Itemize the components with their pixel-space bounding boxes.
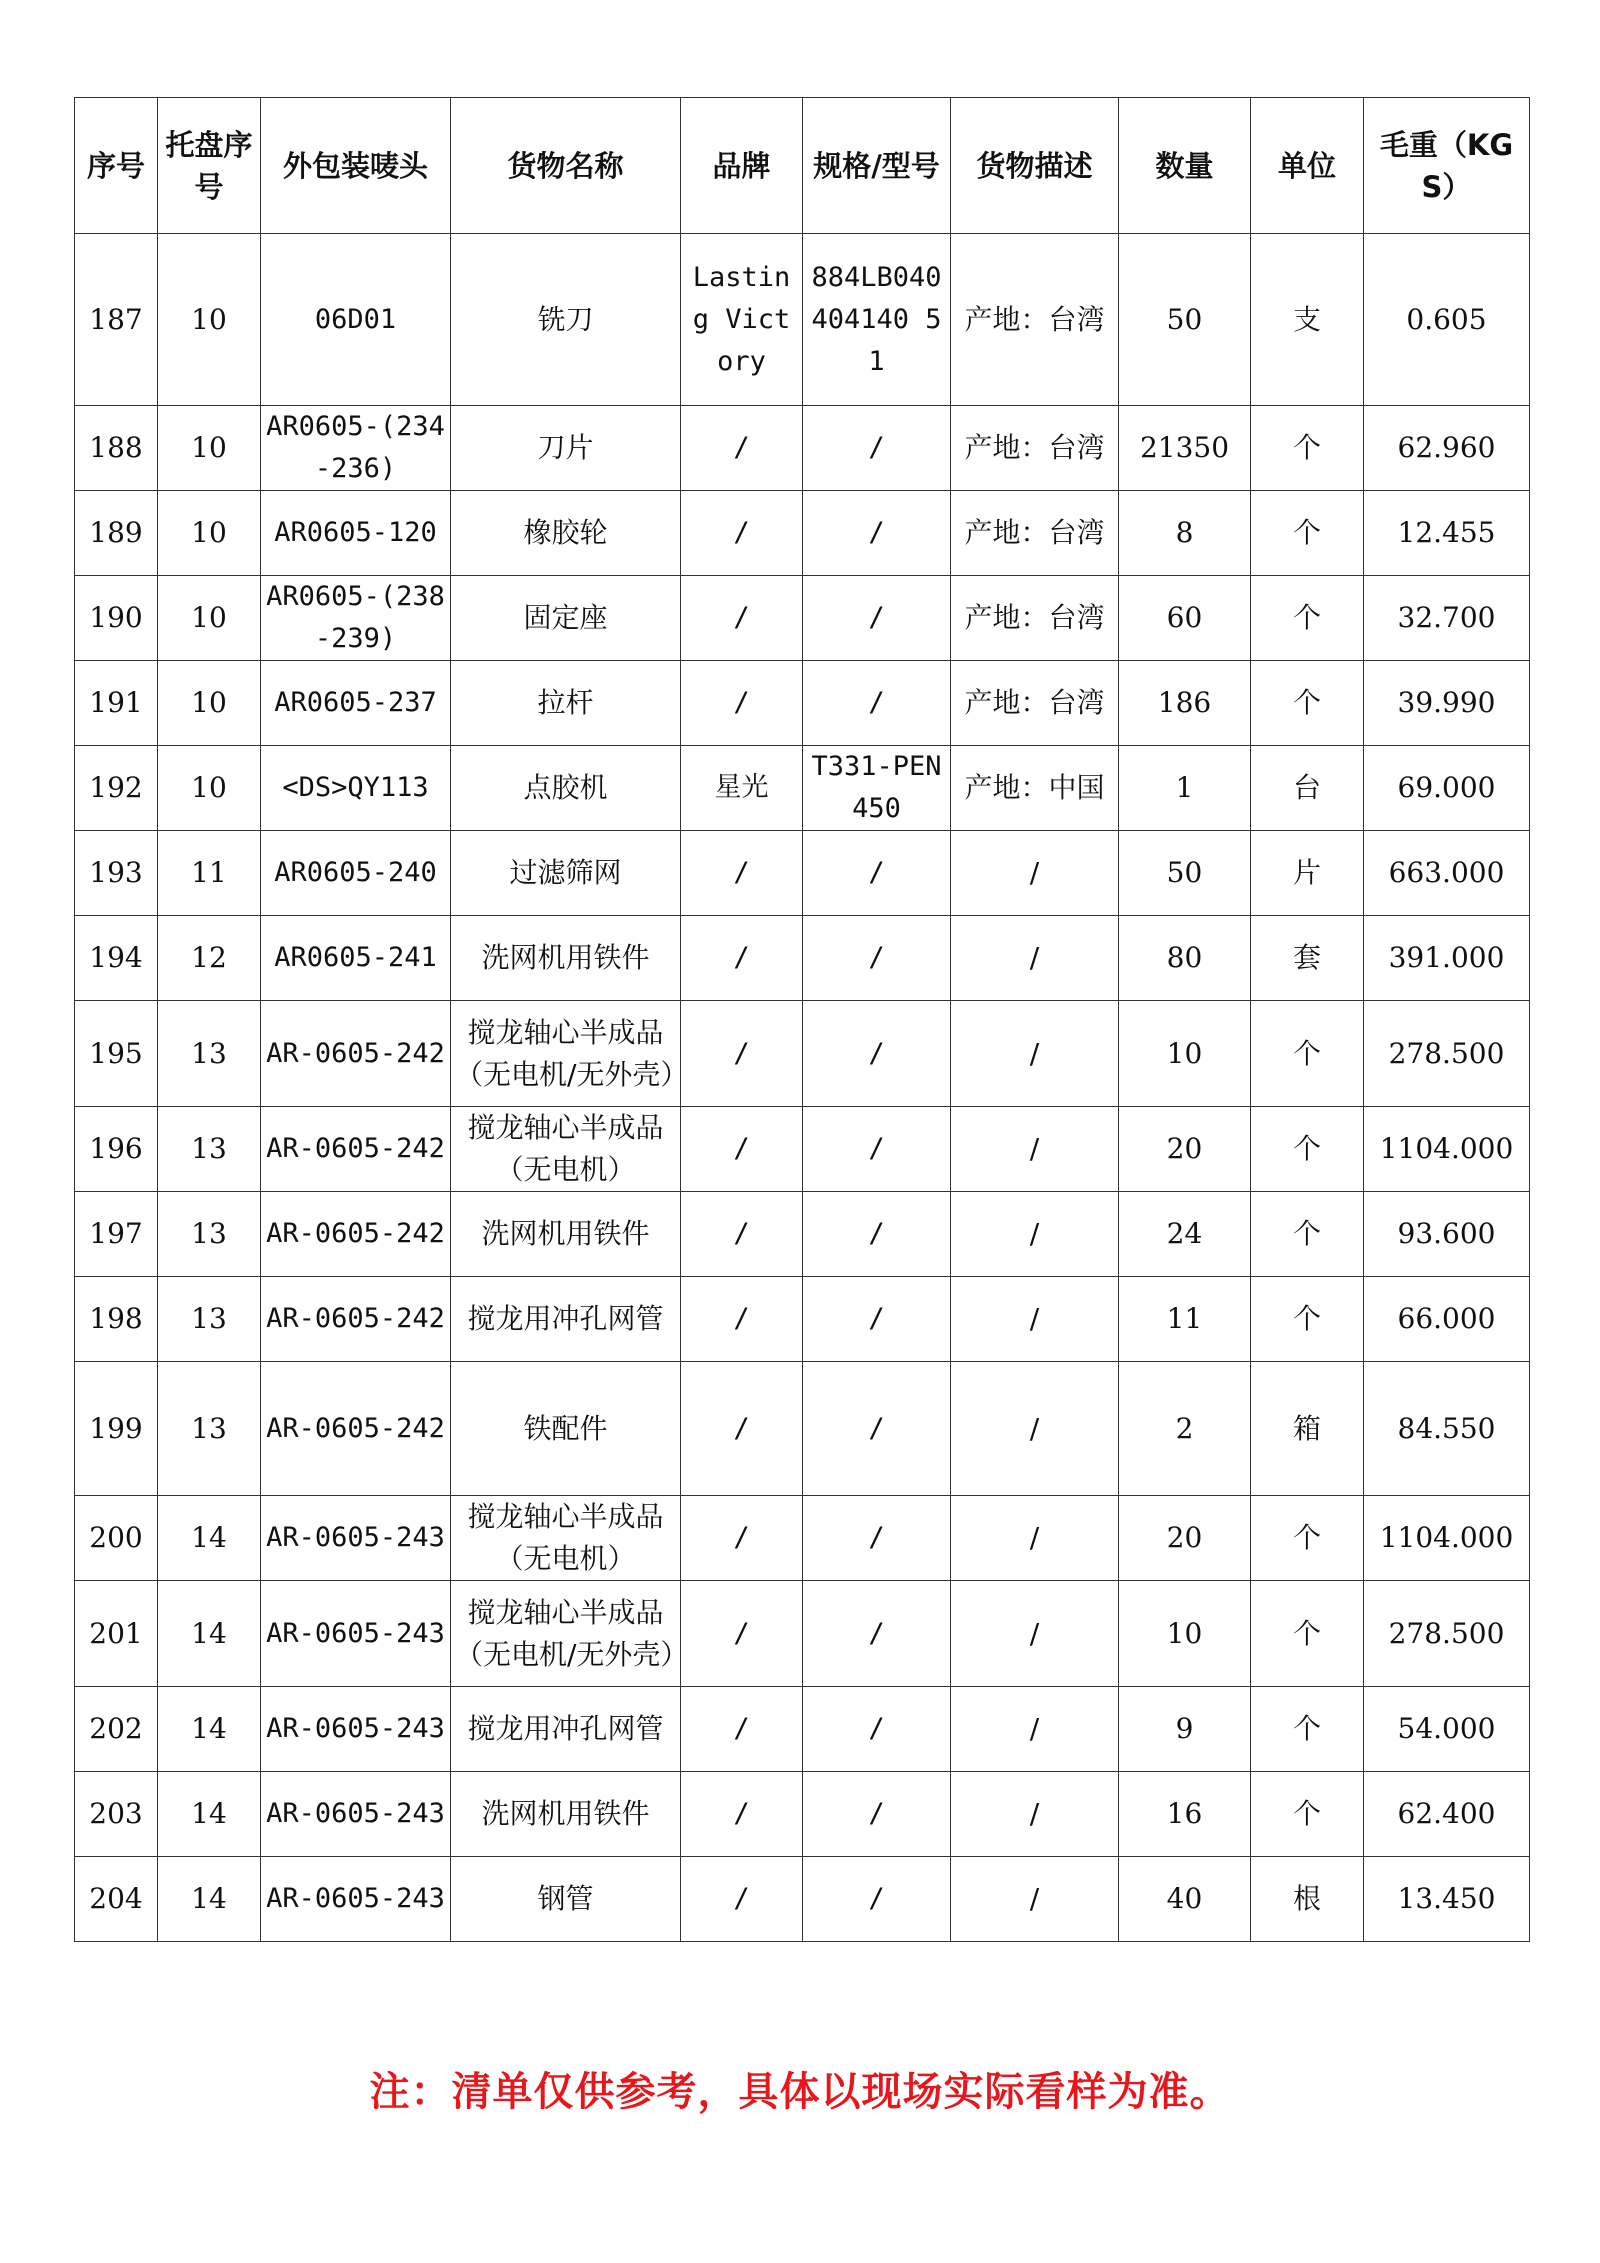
cell-mark: AR-0605-242 [261, 1107, 451, 1192]
cell-spec: / [803, 491, 951, 576]
disclaimer-note: 注：清单仅供参考，具体以现场实际看样为准。 [369, 2069, 1231, 2115]
cell-weight: 13.450 [1364, 1857, 1530, 1942]
cell-name: 搅龙轴心半成品（无电机） [451, 1107, 681, 1192]
cell-brand: / [681, 916, 803, 1001]
cell-qty: 11 [1119, 1277, 1251, 1362]
cell-qty: 24 [1119, 1192, 1251, 1277]
cell-name: 搅龙轴心半成品（无电机/无外壳） [451, 1001, 681, 1107]
cell-spec: / [803, 1277, 951, 1362]
goods-list-table [74, 97, 1530, 1942]
cell-qty: 20 [1119, 1107, 1251, 1192]
cell-name: 点胶机 [451, 746, 681, 831]
cell-desc: 产地：台湾 [951, 661, 1119, 746]
cell-no: 193 [75, 831, 158, 916]
cell-pallet: 10 [158, 234, 261, 406]
cell-pallet: 14 [158, 1772, 261, 1857]
cell-weight: 66.000 [1364, 1277, 1530, 1362]
cell-weight: 62.400 [1364, 1772, 1530, 1857]
cell-unit: 套 [1251, 916, 1364, 1001]
cell-desc: / [951, 1277, 1119, 1362]
table-row [75, 1772, 1530, 1857]
cell-pallet: 13 [158, 1107, 261, 1192]
cell-qty: 80 [1119, 916, 1251, 1001]
cell-mark: AR0605-241 [261, 916, 451, 1001]
cell-pallet: 10 [158, 406, 261, 491]
cell-desc: / [951, 1001, 1119, 1107]
cell-brand: / [681, 1496, 803, 1581]
cell-mark: AR0605-240 [261, 831, 451, 916]
cell-brand: / [681, 1581, 803, 1687]
cell-weight: 12.455 [1364, 491, 1530, 576]
cell-name: 橡胶轮 [451, 491, 681, 576]
cell-no: 190 [75, 576, 158, 661]
cell-desc: / [951, 1496, 1119, 1581]
cell-mark: <DS>QY113 [261, 746, 451, 831]
cell-weight: 0.605 [1364, 234, 1530, 406]
cell-unit: 个 [1251, 1496, 1364, 1581]
cell-pallet: 14 [158, 1687, 261, 1772]
cell-qty: 10 [1119, 1001, 1251, 1107]
cell-name: 过滤筛网 [451, 831, 681, 916]
table-row [75, 234, 1530, 406]
table-row [75, 491, 1530, 576]
cell-desc: / [951, 1857, 1119, 1942]
cell-weight: 32.700 [1364, 576, 1530, 661]
table-row [75, 406, 1530, 491]
cell-brand: / [681, 1687, 803, 1772]
cell-no: 202 [75, 1687, 158, 1772]
cell-desc: / [951, 1192, 1119, 1277]
cell-spec: / [803, 576, 951, 661]
cell-name: 洗网机用铁件 [451, 1192, 681, 1277]
header-cell: 货物描述 [951, 98, 1119, 234]
cell-weight: 84.550 [1364, 1362, 1530, 1496]
cell-name: 铁配件 [451, 1362, 681, 1496]
cell-unit: 个 [1251, 576, 1364, 661]
cell-mark: AR-0605-242 [261, 1192, 451, 1277]
cell-no: 191 [75, 661, 158, 746]
cell-spec: / [803, 1001, 951, 1107]
cell-brand: / [681, 1857, 803, 1942]
table-body [75, 234, 1530, 1942]
cell-pallet: 14 [158, 1496, 261, 1581]
cell-weight: 39.990 [1364, 661, 1530, 746]
cell-spec: / [803, 1687, 951, 1772]
cell-weight: 1104.000 [1364, 1496, 1530, 1581]
cell-unit: 台 [1251, 746, 1364, 831]
cell-brand: / [681, 661, 803, 746]
cell-mark: AR-0605-243 [261, 1581, 451, 1687]
cell-desc: / [951, 1687, 1119, 1772]
cell-brand: / [681, 576, 803, 661]
cell-desc: 产地：中国 [951, 746, 1119, 831]
cell-spec: / [803, 1857, 951, 1942]
cell-weight: 278.500 [1364, 1001, 1530, 1107]
cell-qty: 2 [1119, 1362, 1251, 1496]
cell-desc: 产地：台湾 [951, 406, 1119, 491]
cell-brand: Lasting Victory [681, 234, 803, 406]
cell-name: 固定座 [451, 576, 681, 661]
cell-weight: 62.960 [1364, 406, 1530, 491]
cell-spec: / [803, 661, 951, 746]
cell-no: 192 [75, 746, 158, 831]
cell-mark: AR-0605-242 [261, 1277, 451, 1362]
cell-weight: 54.000 [1364, 1687, 1530, 1772]
cell-weight: 391.000 [1364, 916, 1530, 1001]
cell-mark: AR0605-237 [261, 661, 451, 746]
cell-brand: / [681, 831, 803, 916]
cell-spec: / [803, 1107, 951, 1192]
cell-unit: 个 [1251, 1107, 1364, 1192]
cell-name: 钢管 [451, 1857, 681, 1942]
cell-qty: 50 [1119, 234, 1251, 406]
cell-desc: / [951, 1107, 1119, 1192]
cell-mark: AR-0605-243 [261, 1687, 451, 1772]
cell-desc: 产地：台湾 [951, 491, 1119, 576]
header-cell: 序号 [75, 98, 158, 234]
cell-no: 188 [75, 406, 158, 491]
cell-weight: 69.000 [1364, 746, 1530, 831]
cell-mark: AR-0605-243 [261, 1496, 451, 1581]
table-row [75, 1581, 1530, 1687]
cell-name: 搅龙用冲孔网管 [451, 1277, 681, 1362]
table-row [75, 1496, 1530, 1581]
header-cell: 货物名称 [451, 98, 681, 234]
cell-no: 200 [75, 1496, 158, 1581]
header-cell: 数量 [1119, 98, 1251, 234]
table-row [75, 746, 1530, 831]
cell-pallet: 12 [158, 916, 261, 1001]
header-cell: 单位 [1251, 98, 1364, 234]
table-row [75, 1362, 1530, 1496]
table-row [75, 1857, 1530, 1942]
cell-pallet: 14 [158, 1581, 261, 1687]
table-row [75, 1687, 1530, 1772]
cell-no: 203 [75, 1772, 158, 1857]
cell-weight: 1104.000 [1364, 1107, 1530, 1192]
table-row [75, 1107, 1530, 1192]
cell-brand: / [681, 1362, 803, 1496]
header-cell: 外包装唛头 [261, 98, 451, 234]
cell-mark: AR-0605-243 [261, 1857, 451, 1942]
header-cell: 托盘序号 [158, 98, 261, 234]
cell-pallet: 13 [158, 1277, 261, 1362]
cell-spec: / [803, 1362, 951, 1496]
cell-unit: 个 [1251, 661, 1364, 746]
table-row [75, 916, 1530, 1001]
cell-qty: 9 [1119, 1687, 1251, 1772]
cell-unit: 个 [1251, 1581, 1364, 1687]
cell-no: 199 [75, 1362, 158, 1496]
cell-spec: T331-PEN450 [803, 746, 951, 831]
table-row [75, 1277, 1530, 1362]
cell-desc: / [951, 916, 1119, 1001]
cell-name: 搅龙轴心半成品（无电机） [451, 1496, 681, 1581]
cell-unit: 个 [1251, 1001, 1364, 1107]
cell-unit: 片 [1251, 831, 1364, 916]
cell-spec: / [803, 1192, 951, 1277]
cell-pallet: 13 [158, 1192, 261, 1277]
cell-unit: 个 [1251, 1192, 1364, 1277]
cell-weight: 93.600 [1364, 1192, 1530, 1277]
cell-name: 拉杆 [451, 661, 681, 746]
cell-qty: 21350 [1119, 406, 1251, 491]
cell-qty: 10 [1119, 1581, 1251, 1687]
cell-unit: 个 [1251, 1277, 1364, 1362]
cell-no: 187 [75, 234, 158, 406]
cell-desc: / [951, 831, 1119, 916]
cell-name: 搅龙用冲孔网管 [451, 1687, 681, 1772]
cell-qty: 1 [1119, 746, 1251, 831]
cell-spec: / [803, 1581, 951, 1687]
cell-name: 洗网机用铁件 [451, 1772, 681, 1857]
cell-no: 195 [75, 1001, 158, 1107]
cell-mark: AR0605-(238-239) [261, 576, 451, 661]
cell-unit: 支 [1251, 234, 1364, 406]
cell-qty: 16 [1119, 1772, 1251, 1857]
cell-qty: 40 [1119, 1857, 1251, 1942]
cell-desc: / [951, 1772, 1119, 1857]
header-cell: 毛重（KGS） [1364, 98, 1530, 234]
cell-mark: AR0605-(234-236) [261, 406, 451, 491]
cell-unit: 根 [1251, 1857, 1364, 1942]
cell-pallet: 10 [158, 746, 261, 831]
cell-desc: 产地：台湾 [951, 234, 1119, 406]
cell-brand: / [681, 406, 803, 491]
cell-name: 搅龙轴心半成品（无电机/无外壳） [451, 1581, 681, 1687]
cell-brand: / [681, 1192, 803, 1277]
cell-weight: 663.000 [1364, 831, 1530, 916]
cell-pallet: 10 [158, 576, 261, 661]
cell-unit: 箱 [1251, 1362, 1364, 1496]
cell-desc: / [951, 1581, 1119, 1687]
cell-name: 刀片 [451, 406, 681, 491]
cell-brand: / [681, 1001, 803, 1107]
cell-no: 196 [75, 1107, 158, 1192]
cell-unit: 个 [1251, 491, 1364, 576]
cell-spec: / [803, 1772, 951, 1857]
table-header-row [75, 98, 1530, 234]
cell-brand: / [681, 491, 803, 576]
header-cell: 规格/型号 [803, 98, 951, 234]
cell-mark: AR-0605-242 [261, 1001, 451, 1107]
cell-pallet: 10 [158, 491, 261, 576]
cell-spec: / [803, 916, 951, 1001]
cell-no: 204 [75, 1857, 158, 1942]
cell-no: 189 [75, 491, 158, 576]
cell-qty: 186 [1119, 661, 1251, 746]
table-row [75, 576, 1530, 661]
cell-mark: AR-0605-242 [261, 1362, 451, 1496]
cell-qty: 60 [1119, 576, 1251, 661]
cell-mark: 06D01 [261, 234, 451, 406]
cell-unit: 个 [1251, 406, 1364, 491]
cell-pallet: 13 [158, 1362, 261, 1496]
cell-brand: 星光 [681, 746, 803, 831]
cell-brand: / [681, 1772, 803, 1857]
table-row [75, 1001, 1530, 1107]
cell-no: 198 [75, 1277, 158, 1362]
cell-no: 201 [75, 1581, 158, 1687]
cell-pallet: 11 [158, 831, 261, 916]
cell-spec: / [803, 1496, 951, 1581]
cell-no: 194 [75, 916, 158, 1001]
cell-spec: / [803, 406, 951, 491]
cell-no: 197 [75, 1192, 158, 1277]
cell-qty: 8 [1119, 491, 1251, 576]
cell-spec: / [803, 831, 951, 916]
cell-mark: AR0605-120 [261, 491, 451, 576]
table-row [75, 831, 1530, 916]
cell-weight: 278.500 [1364, 1581, 1530, 1687]
cell-mark: AR-0605-243 [261, 1772, 451, 1857]
cell-qty: 50 [1119, 831, 1251, 916]
cell-brand: / [681, 1277, 803, 1362]
cell-unit: 个 [1251, 1772, 1364, 1857]
cell-unit: 个 [1251, 1687, 1364, 1772]
cell-pallet: 14 [158, 1857, 261, 1942]
header-cell: 品牌 [681, 98, 803, 234]
cell-qty: 20 [1119, 1496, 1251, 1581]
cell-desc: 产地：台湾 [951, 576, 1119, 661]
table-row [75, 661, 1530, 746]
cell-brand: / [681, 1107, 803, 1192]
cell-desc: / [951, 1362, 1119, 1496]
cell-pallet: 13 [158, 1001, 261, 1107]
cell-spec: 884LB040404140 51 [803, 234, 951, 406]
cell-pallet: 10 [158, 661, 261, 746]
table-row [75, 1192, 1530, 1277]
cell-name: 铣刀 [451, 234, 681, 406]
cell-name: 洗网机用铁件 [451, 916, 681, 1001]
